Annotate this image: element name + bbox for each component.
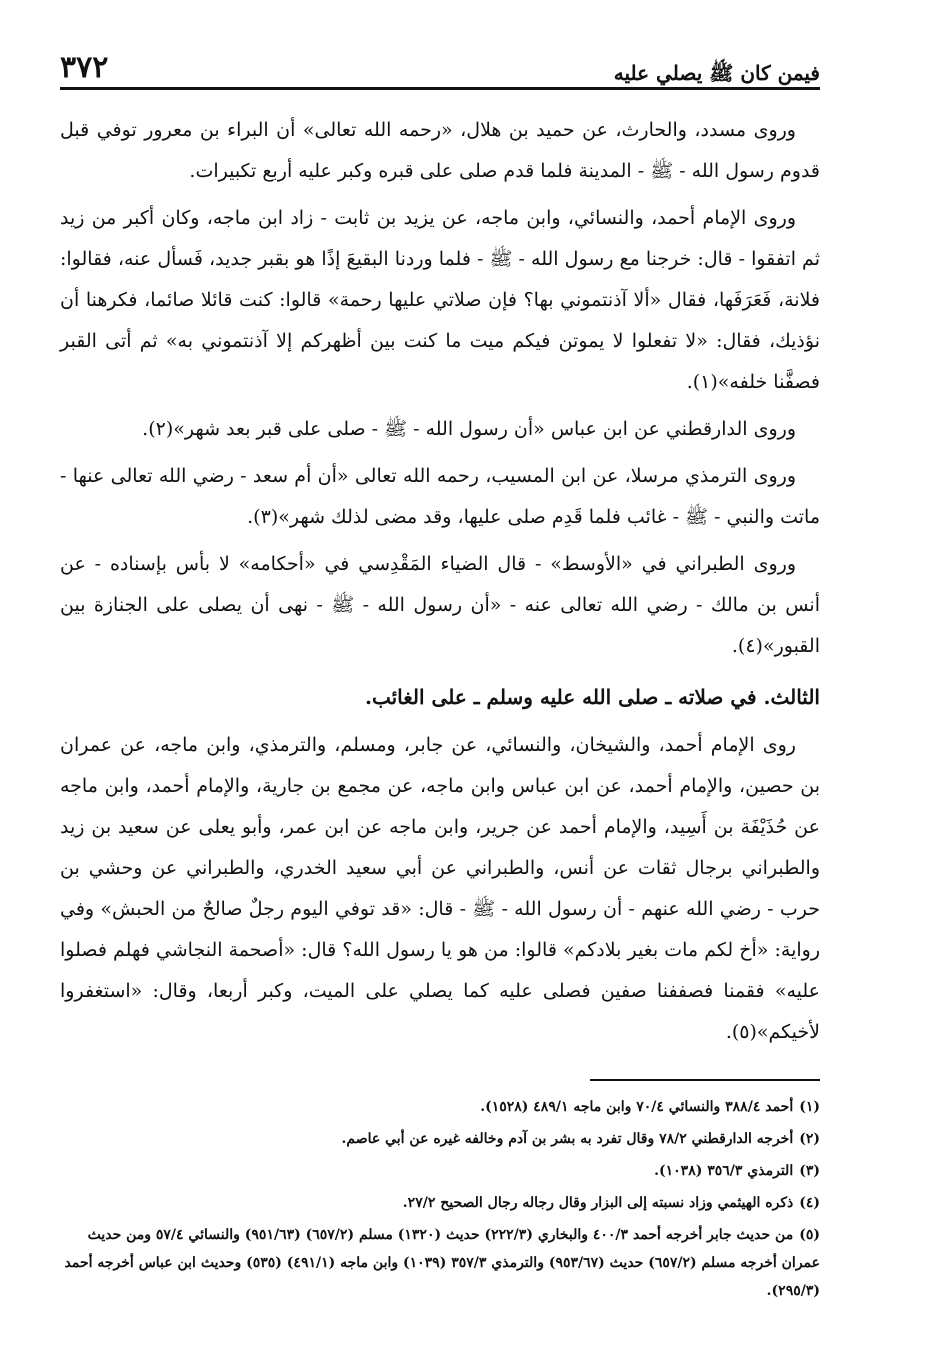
running-head (60, 40, 820, 90)
footnote-number: (٢) (799, 1131, 820, 1147)
paragraph (60, 198, 820, 403)
paragraph-text: روى الإمام أحمد، والشيخان، والنسائي، عن جابر، ومسلم، والترمذي، وابن ماجه، عن عمران بن حصين، والإمام أحمد، عن ابن عباس وابن ماجه، عن مجمع بن جارية، والإمام أحمد، وابن ماجه عن حُذَيْفَة بن أَسِيد، والإمام أحمد عن جرير، وابن ماجه عن ابن عمر، وأبو يعلى عن سعيد بن زيد والطبراني برجال ثقات عن أنس، والطبراني عن أبي سعيد الخدري، والطبراني عن وحشي بن حرب - رضي الله عنهم - أن رسول الله - ﷺ - قال: «قد توفي اليوم رجلٌ صالحٌ من الحبش» وفي رواية: «أخ لكم مات بغير بلادكم» قالوا: من هو يا رسول الله؟ قال: «أصحمة النجاشي فهلم فصلوا عليه» فقمنا فصففنا صفين فصلى عليه كما يصلي على الميت، وكبر أربعا، وقال: «استغفروا لأخيكم»(٥). (60, 734, 820, 1043)
footnote (60, 1093, 820, 1121)
paragraph (60, 544, 820, 667)
footnote-divider (590, 1079, 820, 1081)
body-text (60, 110, 820, 1053)
footnote (60, 1189, 820, 1217)
page-number: ٣٧٢ (60, 50, 109, 85)
paragraph-text: وروى مسدد، والحارث، عن حميد بن هلال، «رحمه الله تعالى» أن البراء بن معرور توفي قبل قدوم رسول الله - ﷺ - المدينة فلما قدم صلى على قبره وكبر عليه أربع تكبيرات. (60, 119, 820, 182)
footnote-number: (١) (799, 1099, 820, 1115)
book-page (60, 40, 820, 1309)
footnote-text: الترمذي ٣٥٦/٣ (١٠٣٨). (654, 1163, 794, 1179)
paragraph-text: وروى الطبراني في «الأوسط» - قال الضياء المَقْدِسي في «أحكامه» لا بأس بإسناده - عن أنس بن مالك - رضي الله تعالى عنه - «أن رسول الله - ﷺ - نهى أن يصلى على الجنازة بين القبور»(٤). (60, 553, 820, 657)
paragraph-text: وروى الإمام أحمد، والنسائي، وابن ماجه، عن يزيد بن ثابت - زاد ابن ماجه، وكان أكبر من زيد ثم اتفقوا - قال: خرجنا مع رسول الله - ﷺ - فلما وردنا البقيعَ إذًا هو بقبر جديد، فَسأل عنه، فقالوا: فلانة، فَعَرَفَها، فقال «ألا آذنتموني بها؟ فإن صلاتي عليها رحمة» قالوا: كنت قائلا صائما، فكرهنا أن نؤذيك، فقال: «لا تفعلوا لا يموتن فيكم ميت ما كنت بين أظهركم إلا آذنتموني به» ثم أتى القبر فصفَّنا خلفه»(١). (60, 207, 820, 393)
footnotes (60, 1093, 820, 1305)
paragraph (60, 110, 820, 192)
footnote-text: من حديث جابر أخرجه أحمد ٤٠٠/٣ والبخاري (٢٢٢/٣) حديث (١٣٢٠) مسلم (٦٥٧/٢) (٩٥١/٦٣) والنسائي ٥٧/٤ ومن حديث عمران أخرجه مسلم (٦٥٧/٢) حديث (٩٥٣/٦٧) والترمذي ٣٥٧/٣ (١٠٣٩) وابن ماجه (٤٩١/١) (٥٣٥) وحديث ابن عباس أخرجه أحمد (٢٩٥/٣). (64, 1227, 820, 1299)
paragraph (60, 456, 820, 538)
footnote-number: (٣) (799, 1163, 820, 1179)
running-title: فيمن كان ﷺ يصلي عليه (613, 61, 820, 85)
footnote-text: أحمد ٣٨٨/٤ والنسائي ٧٠/٤ وابن ماجه ٤٨٩/١ (١٥٢٨). (480, 1099, 794, 1115)
footnote-text: ذكره الهيثمي وزاد نسبته إلى البزار وقال رجاله رجال الصحيح ٢٧/٢. (402, 1195, 794, 1211)
footnote-number: (٥) (799, 1227, 820, 1243)
paragraph-text: وروى الترمذي مرسلا، عن ابن المسيب، رحمه الله تعالى «أن أم سعد - رضي الله تعالى عنها - ماتت والنبي - ﷺ - غائب فلما قَدِم صلى عليها، وقد مضى لذلك شهر»(٣). (60, 465, 820, 528)
footnote (60, 1125, 820, 1153)
footnote (60, 1157, 820, 1185)
footnote-text: أخرجه الدارقطني ٧٨/٢ وقال تفرد به بشر بن آدم وخالفه غيره عن أبي عاصم. (341, 1131, 794, 1147)
paragraph (60, 725, 820, 1053)
footnote (60, 1221, 820, 1305)
footnote-number: (٤) (799, 1195, 820, 1211)
section-heading: الثالث. في صلاته ـ صلى الله عليه وسلم ـ على الغائب. (365, 685, 820, 709)
paragraph-text: وروى الدارقطني عن ابن عباس «أن رسول الله - ﷺ - صلى على قبر بعد شهر»(٢). (142, 418, 796, 440)
paragraph (60, 409, 820, 450)
